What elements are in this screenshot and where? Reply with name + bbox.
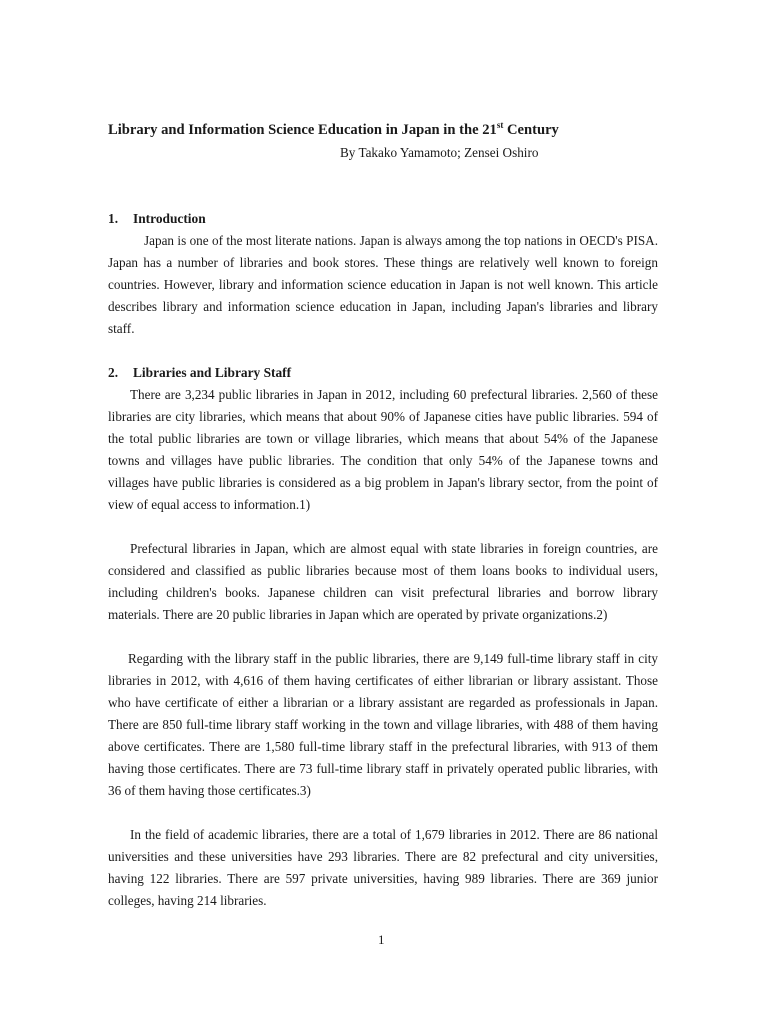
paragraph-academic-libraries: In the field of academic libraries, there are a total of 1,679 libraries in 2012. There are 86 national universities and these universities have 293 libraries. There are 82 prefectural and city universities, having 122 libraries. There are 597 private universities, having 989 libraries. There are 369 junior colleges, having 214 libraries. (108, 827, 658, 908)
title-main: Library and Information Science Education in Japan in the 21 (108, 122, 497, 138)
section-number: 2. (108, 365, 119, 380)
page-number: 1 (378, 932, 385, 947)
section-title: Introduction (133, 211, 206, 226)
section-heading-libraries (108, 365, 291, 381)
paper-title (108, 122, 668, 139)
title-superscript: st (496, 120, 504, 130)
section-heading-introduction (108, 211, 206, 227)
section-number: 1. (108, 211, 119, 226)
paragraph-public-libraries: There are 3,234 public libraries in Japan in 2012, including 60 prefectural libraries. 2,560 of these libraries are city libraries, which means that about 90% of Japanese cities have public libraries. 594 of the total public libraries are town or village libraries, which means that about 54% of the Japanese towns and villages have public libraries. The condition that only 54% of the Japanese towns and villages have public libraries is considered as a big problem in Japan's library sector, from the point of view of equal access to information.1) (108, 387, 658, 512)
author-byline: By Takako Yamamoto; Zensei Oshiro (340, 145, 539, 160)
section-title: Libraries and Library Staff (133, 365, 292, 380)
title-end: Century (503, 122, 559, 138)
paragraph-prefectural-libraries: Prefectural libraries in Japan, which are almost equal with state libraries in foreign countries, are considered and classified as public libraries because most of them loans books to individual users, including children's books. Japanese children can visit prefectural libraries and borrow library materials. There are 20 public libraries in Japan which are operated by private organizations.2) (108, 541, 658, 622)
paragraph-introduction: Japan is one of the most literate nations. Japan is always among the top nations in OECD's PISA. Japan has a number of libraries and book stores. These things are relatively well known to foreign countries. However, library and information science education in Japan is not well known. This article describes library and information science education in Japan, including Japan's libraries and library staff. (108, 233, 658, 336)
paragraph-library-staff: Regarding with the library staff in the public libraries, there are 9,149 full-time library staff in city libraries in 2012, with 4,616 of them having certificates of either librarian or library assistant. Those who have certificate of either a librarian or a library assistant are regarded as professionals in Japan. There are 850 full-time library staff working in the town and village libraries, with 488 of them having above certificates. There are 1,580 full-time library staff in the prefectural libraries, with 913 of them having those certificates. There are 73 full-time library staff in privately operated public libraries, with 36 of them having those certificates.3) (108, 651, 658, 798)
